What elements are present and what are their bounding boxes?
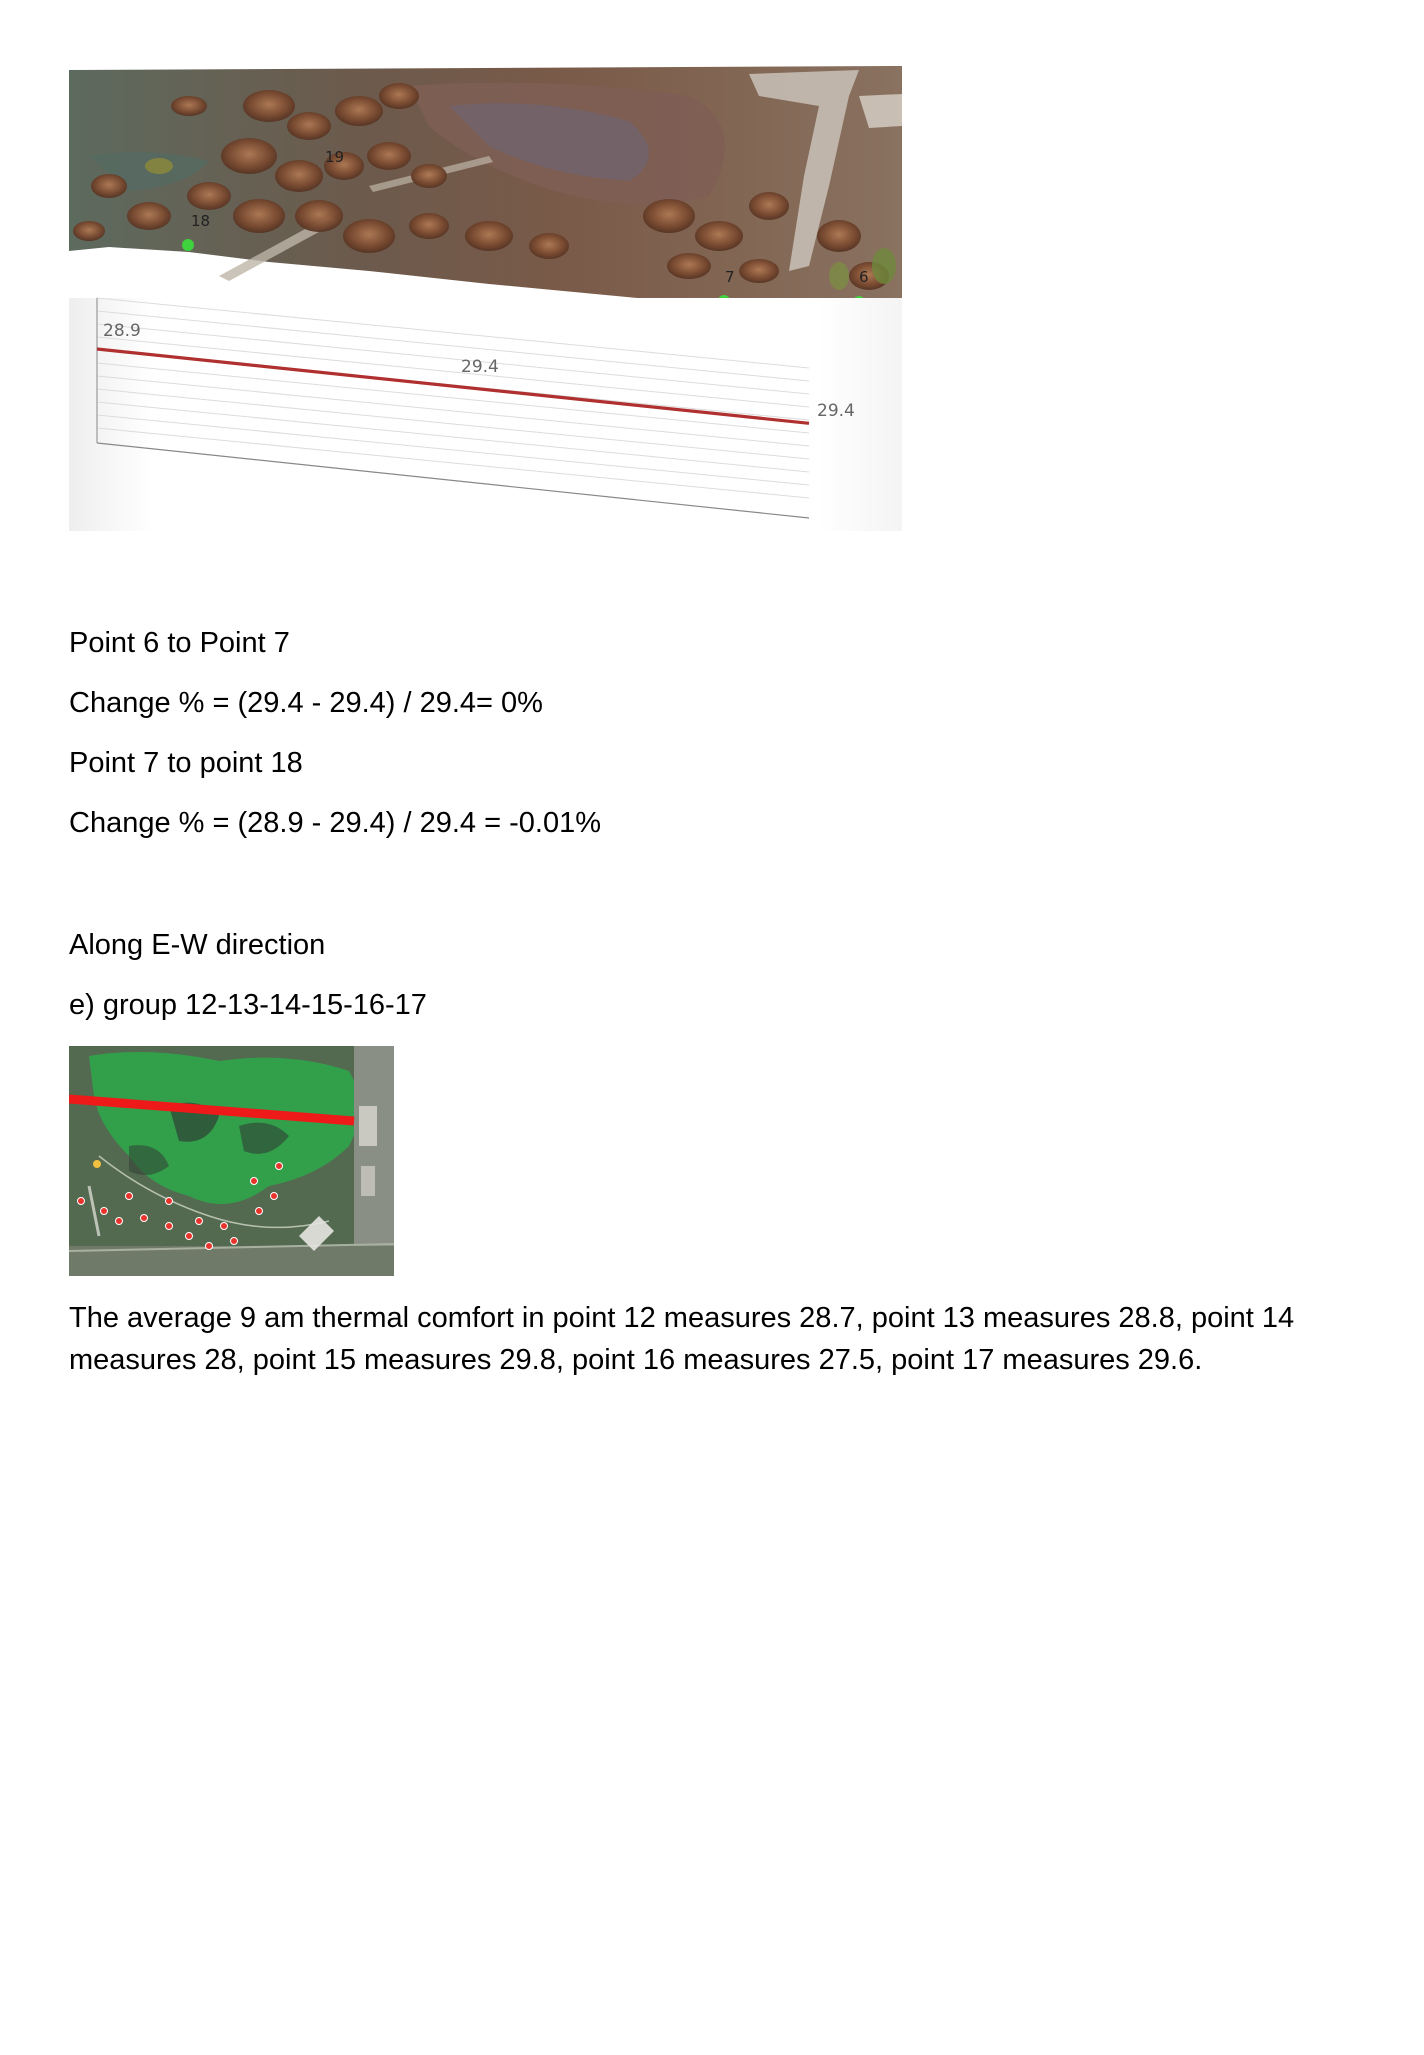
text-point-7-to-18: Point 7 to point 18 — [69, 747, 303, 779]
temperature-profile-chart — [69, 298, 902, 531]
text-change-7-18: Change % = (28.9 - 29.4) / 29.4 = -0.01% — [69, 807, 601, 839]
data-label-1: 28.9 — [103, 321, 141, 341]
map-marker — [93, 1160, 101, 1168]
text-direction-heading: Along E-W direction — [69, 929, 326, 961]
point-label-6: 6 — [859, 268, 869, 286]
point-label-19: 19 — [325, 148, 345, 166]
point-label-7: 7 — [725, 268, 735, 286]
point-label-18: 18 — [191, 212, 211, 230]
satellite-map-svg — [69, 1046, 394, 1276]
text-point-6-to-7: Point 6 to Point 7 — [69, 627, 290, 659]
text-change-6-7: Change % = (29.4 - 29.4) / 29.4= 0% — [69, 687, 543, 719]
data-label-2: 29.4 — [461, 357, 499, 377]
thermal-profile-figure — [69, 66, 902, 531]
satellite-map-figure — [69, 1046, 394, 1276]
text-group-heading: e) group 12-13-14-15-16-17 — [69, 989, 427, 1021]
point-marker-18 — [182, 239, 194, 251]
data-label-3: 29.4 — [817, 401, 855, 421]
thermal-comfort-paragraph: The average 9 am thermal comfort in point 12 measures 28.7, point 13 measures 28.8, point 14 measures 28, point 15 measures 29.8, point 16 measures 27.5, point 17 measures 29.6. — [69, 1302, 1295, 1376]
aerial-terrain-image — [69, 66, 902, 309]
thermal-profile-svg — [69, 66, 902, 531]
